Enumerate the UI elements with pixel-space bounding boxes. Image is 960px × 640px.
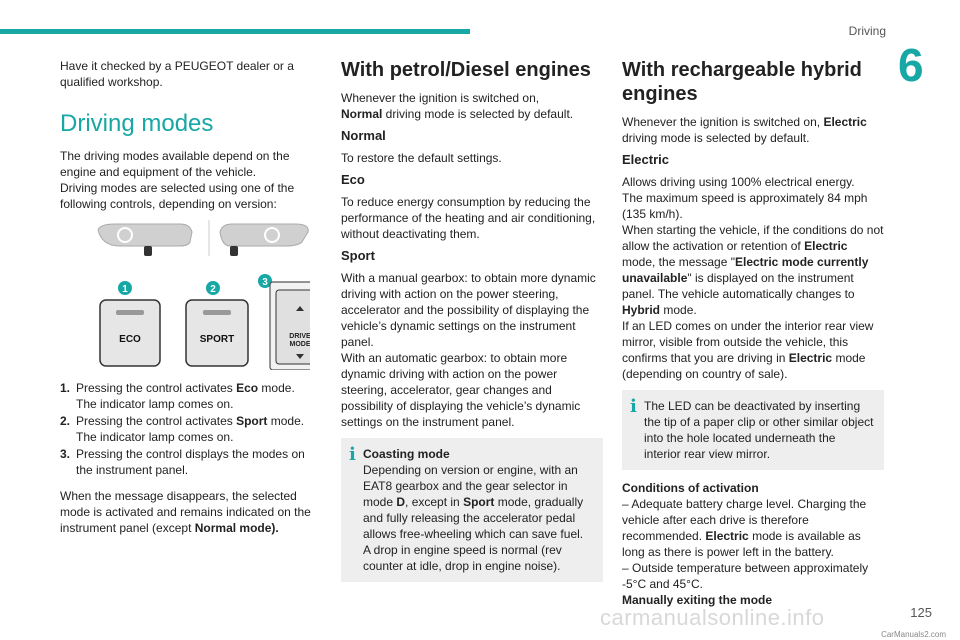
petrol-diesel-heading: With petrol/Diesel engines: [341, 59, 591, 81]
info-icon: i: [630, 396, 637, 417]
normal-heading: Normal: [341, 128, 386, 143]
column-3: [622, 58, 884, 608]
paragraph: To restore the default settings.: [341, 151, 502, 165]
condition-item: – Outside temperature between approximately -5°C and 45°C.: [622, 561, 869, 591]
section-title: Driving: [848, 24, 886, 38]
selector-line2: MODE: [289, 341, 310, 348]
paragraph: With a manual gearbox: to obtain more dynamic driving with action on the power steering, accelerator and the possibility of displaying the vehicle’s dynamic settings on the instrument panel.: [341, 271, 596, 349]
list-item: 3. Pressing the control displays the modes on the instrument panel.: [60, 447, 305, 477]
note-text: The LED can be deactivated by inserting the tip of a paper clip or other similar object into the hole located underneath the interior rear view mirror.: [644, 399, 874, 461]
page-number: 125: [910, 605, 932, 620]
eco-heading: Eco: [341, 172, 365, 187]
mirror-illustration-right: [220, 224, 308, 256]
driving-modes-heading: Driving modes: [60, 110, 214, 137]
marker-3-label: 3: [262, 277, 268, 288]
marker-1-label: 1: [122, 284, 128, 295]
note-text: Depending on version or engine, with an EAT8 gearbox and the gear selector in mode D, except in Sport mode, gradually and fully releasing the accelerator pedal allows free-wheeling which can save fuel.: [363, 463, 584, 541]
selector-line1: DRIVE: [289, 333, 310, 340]
header-accent-bar: [0, 29, 470, 34]
paragraph: To reduce energy consumption by reducing the performance of the heating and air conditioning, without deactivating them.: [341, 195, 596, 241]
drive-mode-selector-illustration: [270, 282, 310, 370]
note-title: Coasting mode: [363, 447, 450, 461]
paragraph: The driving modes available depend on the engine and equipment of the vehicle.: [60, 149, 290, 179]
controls-list: [60, 380, 318, 478]
paragraph: If an LED comes on under the interior rear view mirror, visible from outside the vehicle, this confirms that you are driving in Electric mode (depending on country of sale).: [622, 319, 874, 381]
column-2: [341, 58, 603, 592]
chapter-number: 6: [898, 39, 924, 91]
paragraph: With an automatic gearbox: to obtain more dynamic driving with action on the power steering, accelerator, gear changes and possibility of displaying the vehicle’s dynamic settings on the instrument panel.: [341, 351, 581, 429]
paragraph: Whenever the ignition is switched on, Electric driving mode is selected by default.: [622, 115, 867, 145]
controls-illustration: [80, 220, 310, 370]
marker-2-label: 2: [210, 284, 216, 295]
list-item: 2. Pressing the control activates Sport mode. The indicator lamp comes on.: [60, 414, 305, 444]
intro-text: Have it checked by a PEUGEOT dealer or a qualified workshop.: [60, 59, 294, 89]
electric-heading: Electric: [622, 152, 669, 167]
controls-figure: [80, 220, 310, 370]
eco-button-illustration: [100, 300, 160, 366]
hybrid-heading: With rechargeable hybrid engines: [622, 59, 862, 105]
sport-heading: Sport: [341, 248, 375, 263]
paragraph: Allows driving using 100% electrical energy. The maximum speed is approximately 84 mph (135 km/h). When starting the vehicle, if the conditions do not allow the activation or retention of Electric mode, the message "Electric mode currently unavailable" is displayed on the instrument panel. The vehicle automatically changes to Hybrid mode.: [622, 175, 884, 317]
paragraph: Driving modes are selected using one of the following controls, depending on version:: [60, 181, 295, 211]
condition-item: – Adequate battery charge level. Charging the vehicle after each drive is therefore recommended. Electric mode is available as long as there is power left in the battery.: [622, 497, 867, 559]
column-1: [60, 58, 318, 542]
outro-text: When the message disappears, the selected mode is activated and remains indicated on the instrument panel (except Normal mode).: [60, 489, 311, 535]
led-note: [622, 390, 884, 470]
coasting-note: [341, 438, 603, 582]
note-text: A drop in engine speed is normal (rev counter at idle, drop in engine noise).: [363, 543, 562, 573]
info-icon: i: [349, 444, 356, 465]
mirror-illustration-left: [98, 224, 192, 256]
conditions-heading: Conditions of activation: [622, 481, 759, 495]
list-item: 1. Pressing the control activates Eco mode. The indicator lamp comes on.: [60, 381, 295, 411]
paragraph: Whenever the ignition is switched on, Normal driving mode is selected by default.: [341, 91, 574, 121]
sport-button-illustration: [186, 300, 248, 366]
manual-exit-heading: Manually exiting the mode: [622, 593, 773, 607]
sport-label: SPORT: [199, 334, 235, 345]
eco-label: ECO: [119, 334, 141, 345]
watermark-site: carmanualsonline.info: [600, 605, 825, 630]
watermark: CarManuals2.com: [881, 630, 946, 639]
